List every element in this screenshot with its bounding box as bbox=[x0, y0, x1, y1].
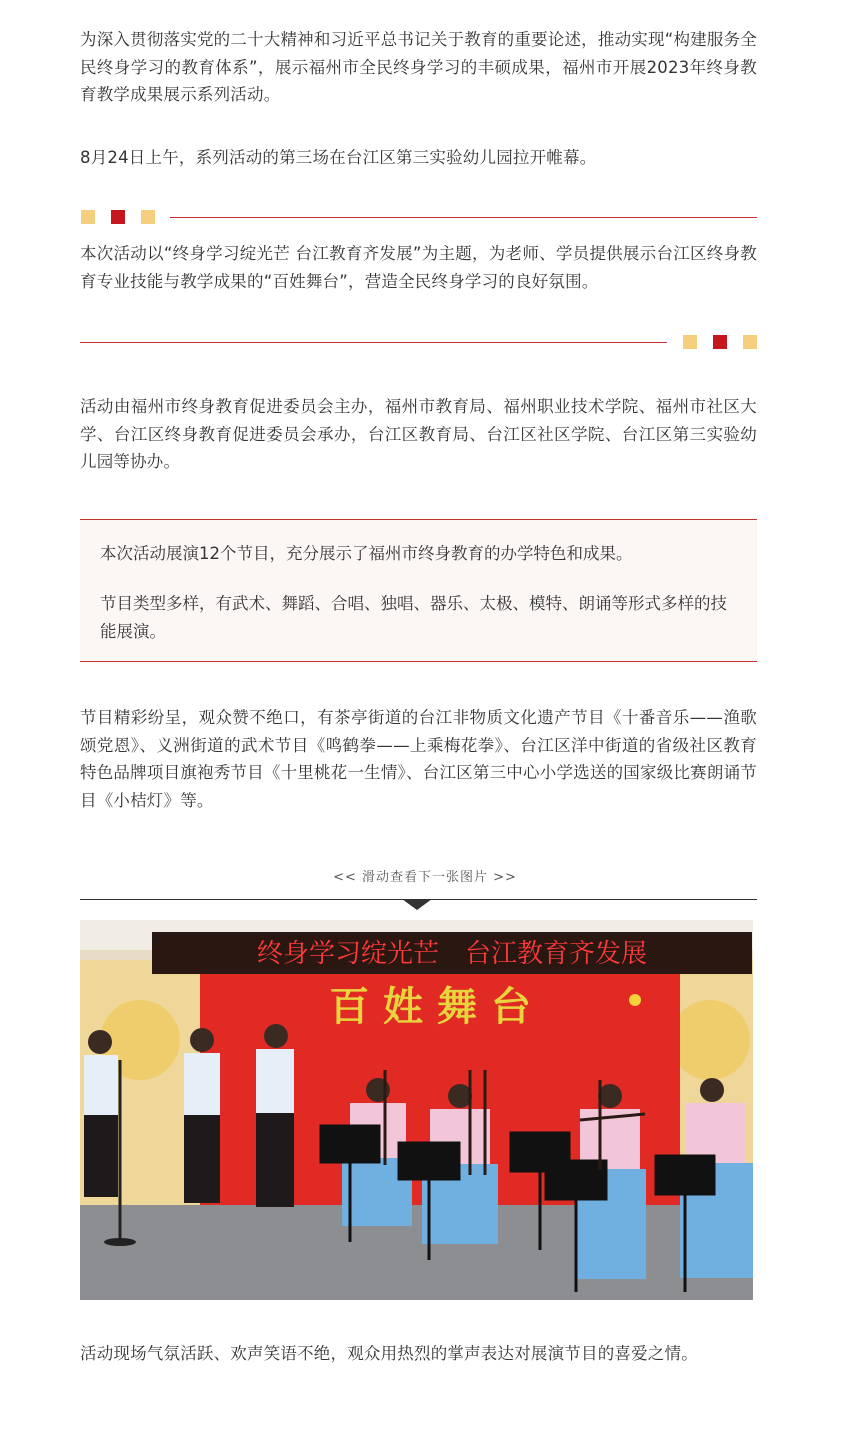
intro-paragraph: 为深入贯彻落实党的二十大精神和习近平总书记关于教育的重要论述，推动实现“构建服务全民终身学习的教育体系”，展示福州市全民终身学习的丰硕成果，福州市开展2023年终身教育教学成果展示系列活动。 bbox=[80, 30, 757, 104]
carousel-hint: << 滑动查看下一张图片 >> bbox=[333, 870, 517, 885]
decor-square-gold bbox=[81, 210, 95, 224]
programs-paragraph: 节目精彩纷呈，观众赞不绝口，有茶亭街道的台江非物质文化遗产节目《十番音乐——渔歌颂党恩》、义洲街道的武术节目《鸣鹤拳——上乘梅花拳》、台江区洋中街道的省级社区教育特色品牌项目旗袍秀节目《十里桃花一生情》、台江区第三中心小学选送的国家级比赛朗诵节目《小桔灯》等。 bbox=[80, 708, 757, 810]
carousel-pointer-icon bbox=[402, 899, 432, 910]
led-banner-text: 终身学习绽光芒 台江教育齐发展 bbox=[256, 939, 648, 969]
divider-line bbox=[170, 217, 757, 218]
decor-square-gold bbox=[141, 210, 155, 224]
organizers-paragraph: 活动由福州市终身教育促进委员会主办，福州市教育局、福州职业技术学院、福州市社区大学、台江区终身教育促进委员会承办，台江区教育局、台江区社区学院、台江区第三实验幼儿园等协办。 bbox=[80, 397, 757, 471]
event-photo-illustration bbox=[80, 920, 753, 1300]
highlight-line-2: 节目类型多样，有武术、舞蹈、合唱、独唱、器乐、太极、模特、朗诵等形式多样的技能展演。 bbox=[100, 594, 727, 641]
decor-square-red bbox=[111, 210, 125, 224]
opening-paragraph: 8月24日上午，系列活动的第三场在台江区第三实验幼儿园拉开帷幕。 bbox=[80, 148, 597, 167]
theme-paragraph: 本次活动以“终身学习绽光芒 台江教育齐发展”为主题，为老师、学员提供展示台江区终身教育专业技能与教学成果的“百姓舞台”，营造全民终身学习的良好氛围。 bbox=[80, 244, 757, 291]
closing-paragraph: 活动现场气氛活跃、欢声笑语不绝，观众用热烈的掌声表达对展演节目的喜爱之情。 bbox=[80, 1344, 698, 1363]
decor-square-red bbox=[713, 335, 727, 349]
event-photo[interactable] bbox=[80, 920, 753, 1300]
decor-square-gold bbox=[683, 335, 697, 349]
stage-title-text: 百 姓 舞 台 bbox=[329, 983, 531, 1030]
decor-square-gold bbox=[743, 335, 757, 349]
divider-line bbox=[80, 342, 667, 343]
highlight-line-1: 本次活动展演12个节目，充分展示了福州市终身教育的办学特色和成果。 bbox=[100, 544, 633, 563]
highlight-box bbox=[80, 519, 757, 662]
